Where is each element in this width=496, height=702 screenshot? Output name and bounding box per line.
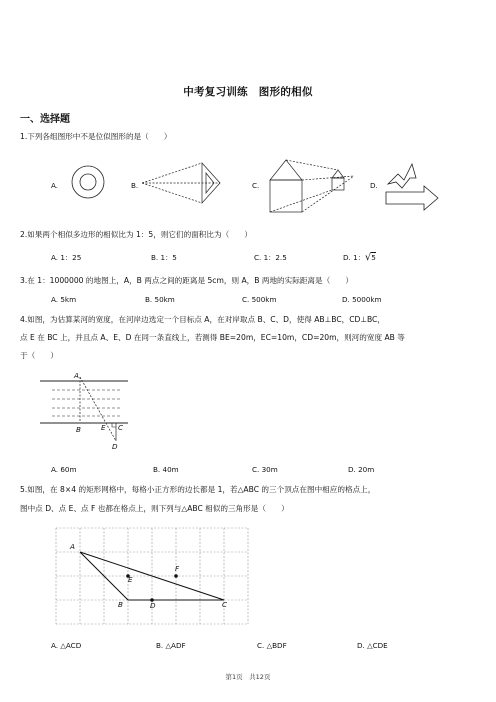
q3-option-c: C. 500km xyxy=(242,295,277,304)
q5-label-b: B xyxy=(118,600,123,609)
q5-option-a: A. △ACD xyxy=(51,641,82,650)
q1-option-a-label: A. xyxy=(51,181,59,190)
q5-label-f: F xyxy=(175,564,180,573)
q5-label-e: E xyxy=(128,575,133,584)
q1-figure-d xyxy=(384,160,444,212)
q5-grid-figure xyxy=(56,528,256,626)
sqrt-sign-icon: √ xyxy=(364,252,372,263)
q1-figure-b xyxy=(140,160,230,206)
q5-option-d: D. △CDE xyxy=(357,641,388,650)
q4-label-d: D xyxy=(112,442,118,451)
q4-option-d: D. 20m xyxy=(348,465,375,474)
q1-figure-a xyxy=(70,162,110,202)
q5-label-c: C xyxy=(222,600,228,609)
question-4-line-2: 点 E 在 BC 上，并且点 A、E、D 在同一条直线上，若测得 BE=20m，EC=10m，CD=20m，则河的宽度 AB 等 xyxy=(20,333,405,342)
q4-river-figure xyxy=(40,368,140,454)
section-heading: 一、选择题 xyxy=(20,114,70,125)
q2-option-b: B. 1：5 xyxy=(151,253,177,262)
q1-option-b-label: B. xyxy=(131,181,139,190)
q1-option-c-label: C. xyxy=(252,181,260,190)
q2-option-d xyxy=(343,253,376,263)
q4-label-e: E xyxy=(101,423,106,432)
q3-option-d: D. 5000km xyxy=(342,295,382,304)
q1-figure-c xyxy=(262,154,358,216)
q4-label-a: A xyxy=(74,371,79,380)
q4-label-c: C xyxy=(118,423,124,432)
q4-label-b: B xyxy=(76,425,81,434)
q5-option-c: C. △BDF xyxy=(257,641,287,650)
question-4-line-1: 4.如图，为估算某河的宽度，在河岸边选定一个目标点 A，在对岸取点 B、C、D，使得 AB⊥BC，CD⊥BC， xyxy=(20,315,385,324)
page-footer: 第1页 共12页 xyxy=(225,673,271,681)
q5-option-b: B. △ADF xyxy=(156,641,186,650)
q4-option-c: C. 30m xyxy=(252,465,278,474)
question-2-stem: 2.如果两个相似多边形的相似比为 1：5，则它们的面积比为（ ） xyxy=(20,230,252,239)
question-5-line-1: 5.如图，在 8×4 的矩形网格中，每格小正方形的边长都是 1，若△ABC 的三个顶点在图中相应的格点上， xyxy=(20,485,376,494)
q2-option-d-prefix: D. 1： xyxy=(343,253,365,262)
question-3-stem: 3.在 1：1000000 的地图上，A，B 两点之间的距离是 5cm，则 A，B 两地的实际距离是（ ） xyxy=(20,276,353,285)
q5-label-d: D xyxy=(150,601,156,610)
question-1-stem: 1.下列各组图形中不是位似图形的是（ ） xyxy=(20,132,172,141)
q2-option-c: C. 1：2.5 xyxy=(254,253,287,262)
q5-label-a: A xyxy=(70,542,75,551)
q3-option-a: A. 5km xyxy=(51,295,77,304)
q2-option-d-radicand: 5 xyxy=(371,253,376,262)
q4-option-b: B. 40m xyxy=(153,465,179,474)
question-5-line-2: 图中点 D、点 E、点 F 也都在格点上，则下列与△ABC 相似的三角形是（ ） xyxy=(20,504,289,513)
q1-option-d-label: D. xyxy=(370,181,378,190)
page-title: 中考复习训练 图形的相似 xyxy=(183,86,313,98)
q2-option-a: A. 1：25 xyxy=(51,253,82,262)
q3-option-b: B. 50km xyxy=(145,295,175,304)
question-4-line-3: 于（ ） xyxy=(20,351,58,360)
q4-option-a: A. 60m xyxy=(51,465,77,474)
